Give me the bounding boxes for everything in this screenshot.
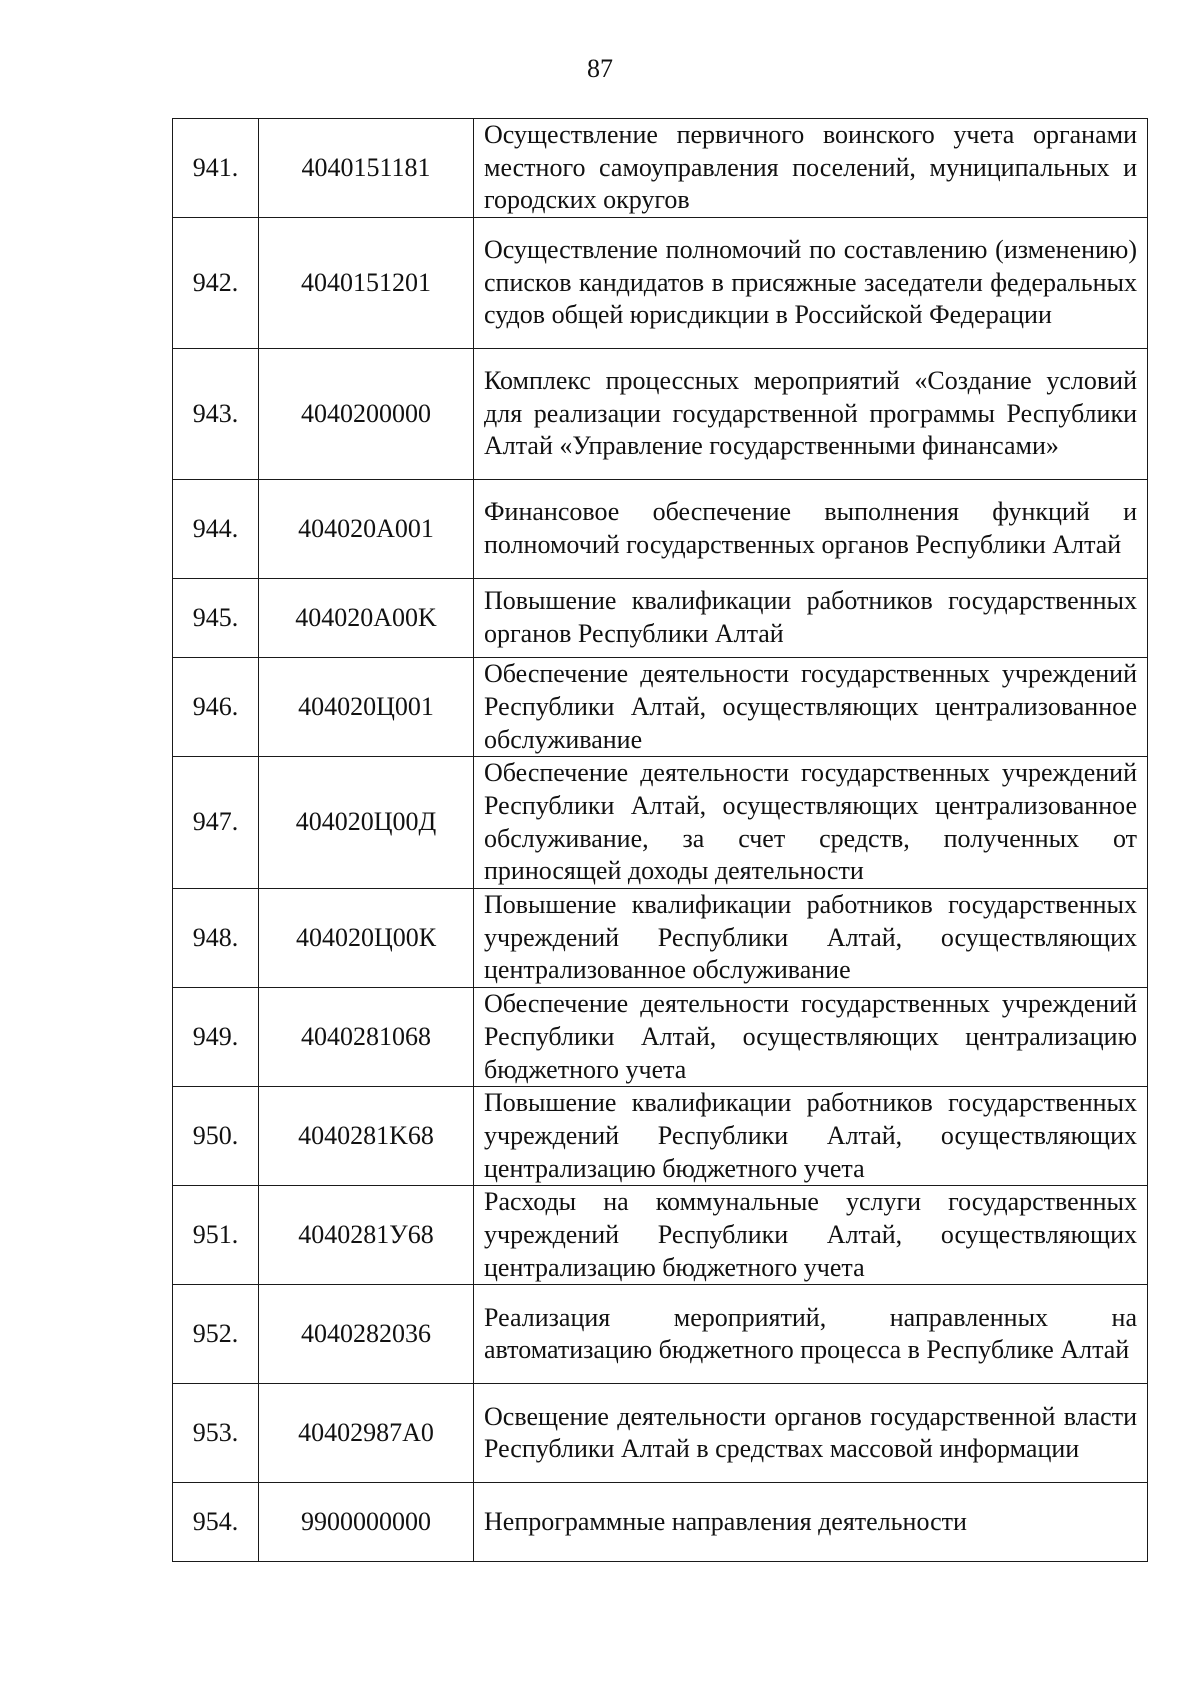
code-cell: 9900000000: [259, 1483, 474, 1562]
description-cell: Осуществление первичного воинского учета органами местного самоуправления поселений, муниципальных и городских округов: [474, 119, 1148, 218]
description-cell: Расходы на коммунальные услуги государственных учреждений Республики Алтай, осуществляющих централизацию бюджетного учета: [474, 1186, 1148, 1285]
description-cell: Финансовое обеспечение выполнения функций и полномочий государственных органов Республики Алтай: [474, 480, 1148, 579]
row-number-cell: 952.: [173, 1285, 259, 1384]
code-cell: 404020A001: [259, 480, 474, 579]
budget-code-table: [172, 118, 1148, 1562]
row-number-cell: 945.: [173, 579, 259, 658]
description-cell: Осуществление полномочий по составлению (изменению) списков кандидатов в присяжные заседатели федеральных судов общей юрисдикции в Российской Федерации: [474, 218, 1148, 349]
row-number-cell: 948.: [173, 889, 259, 988]
code-cell: 4040281068: [259, 988, 474, 1087]
table-row: [173, 1087, 1148, 1186]
code-cell: 404020Ц001: [259, 658, 474, 757]
table-row: [173, 1285, 1148, 1384]
description-cell: Комплекс процессных мероприятий «Создание условий для реализации государственной программы Республики Алтай «Управление государственными финансами»: [474, 349, 1148, 480]
code-cell: 4040200000: [259, 349, 474, 480]
code-cell: 404020Ц00К: [259, 889, 474, 988]
description-cell: Обеспечение деятельности государственных учреждений Республики Алтай, осуществляющих централизованное обслуживание, за счет средств, полученных от приносящей доходы деятельности: [474, 757, 1148, 889]
description-cell: Освещение деятельности органов государственной власти Республики Алтай в средствах массовой информации: [474, 1384, 1148, 1483]
description-cell: Обеспечение деятельности государственных учреждений Республики Алтай, осуществляющих централизованное обслуживание: [474, 658, 1148, 757]
table-row: [173, 218, 1148, 349]
row-number-cell: 941.: [173, 119, 259, 218]
table-row: [173, 1483, 1148, 1562]
table-row: [173, 349, 1148, 480]
table-row: [173, 579, 1148, 658]
row-number-cell: 951.: [173, 1186, 259, 1285]
code-cell: 404020Ц00Д: [259, 757, 474, 889]
row-number-cell: 953.: [173, 1384, 259, 1483]
row-number-cell: 943.: [173, 349, 259, 480]
table-row: [173, 889, 1148, 988]
description-cell: Непрограммные направления деятельности: [474, 1483, 1148, 1562]
code-cell: 4040151181: [259, 119, 474, 218]
row-number-cell: 954.: [173, 1483, 259, 1562]
table-row: [173, 658, 1148, 757]
table-row: [173, 480, 1148, 579]
row-number-cell: 944.: [173, 480, 259, 579]
code-cell: 4040282036: [259, 1285, 474, 1384]
description-cell: Обеспечение деятельности государственных учреждений Республики Алтай, осуществляющих централизацию бюджетного учета: [474, 988, 1148, 1087]
code-cell: 4040281K68: [259, 1087, 474, 1186]
row-number-cell: 950.: [173, 1087, 259, 1186]
code-cell: 404020A00K: [259, 579, 474, 658]
code-cell: 4040151201: [259, 218, 474, 349]
row-number-cell: 947.: [173, 757, 259, 889]
description-cell: Повышение квалификации работников государственных учреждений Республики Алтай, осуществляющих централизованное обслуживание: [474, 889, 1148, 988]
description-cell: Реализация мероприятий, направленных на автоматизацию бюджетного процесса в Республике Алтай: [474, 1285, 1148, 1384]
row-number-cell: 949.: [173, 988, 259, 1087]
table-row: [173, 119, 1148, 218]
description-cell: Повышение квалификации работников государственных органов Республики Алтай: [474, 579, 1148, 658]
description-cell: Повышение квалификации работников государственных учреждений Республики Алтай, осуществляющих централизацию бюджетного учета: [474, 1087, 1148, 1186]
table-row: [173, 988, 1148, 1087]
table-row: [173, 1186, 1148, 1285]
code-cell: 40402987A0: [259, 1384, 474, 1483]
table-row: [173, 757, 1148, 889]
page-number: 87: [587, 54, 613, 83]
row-number-cell: 942.: [173, 218, 259, 349]
code-cell: 4040281У68: [259, 1186, 474, 1285]
row-number-cell: 946.: [173, 658, 259, 757]
table-row: [173, 1384, 1148, 1483]
